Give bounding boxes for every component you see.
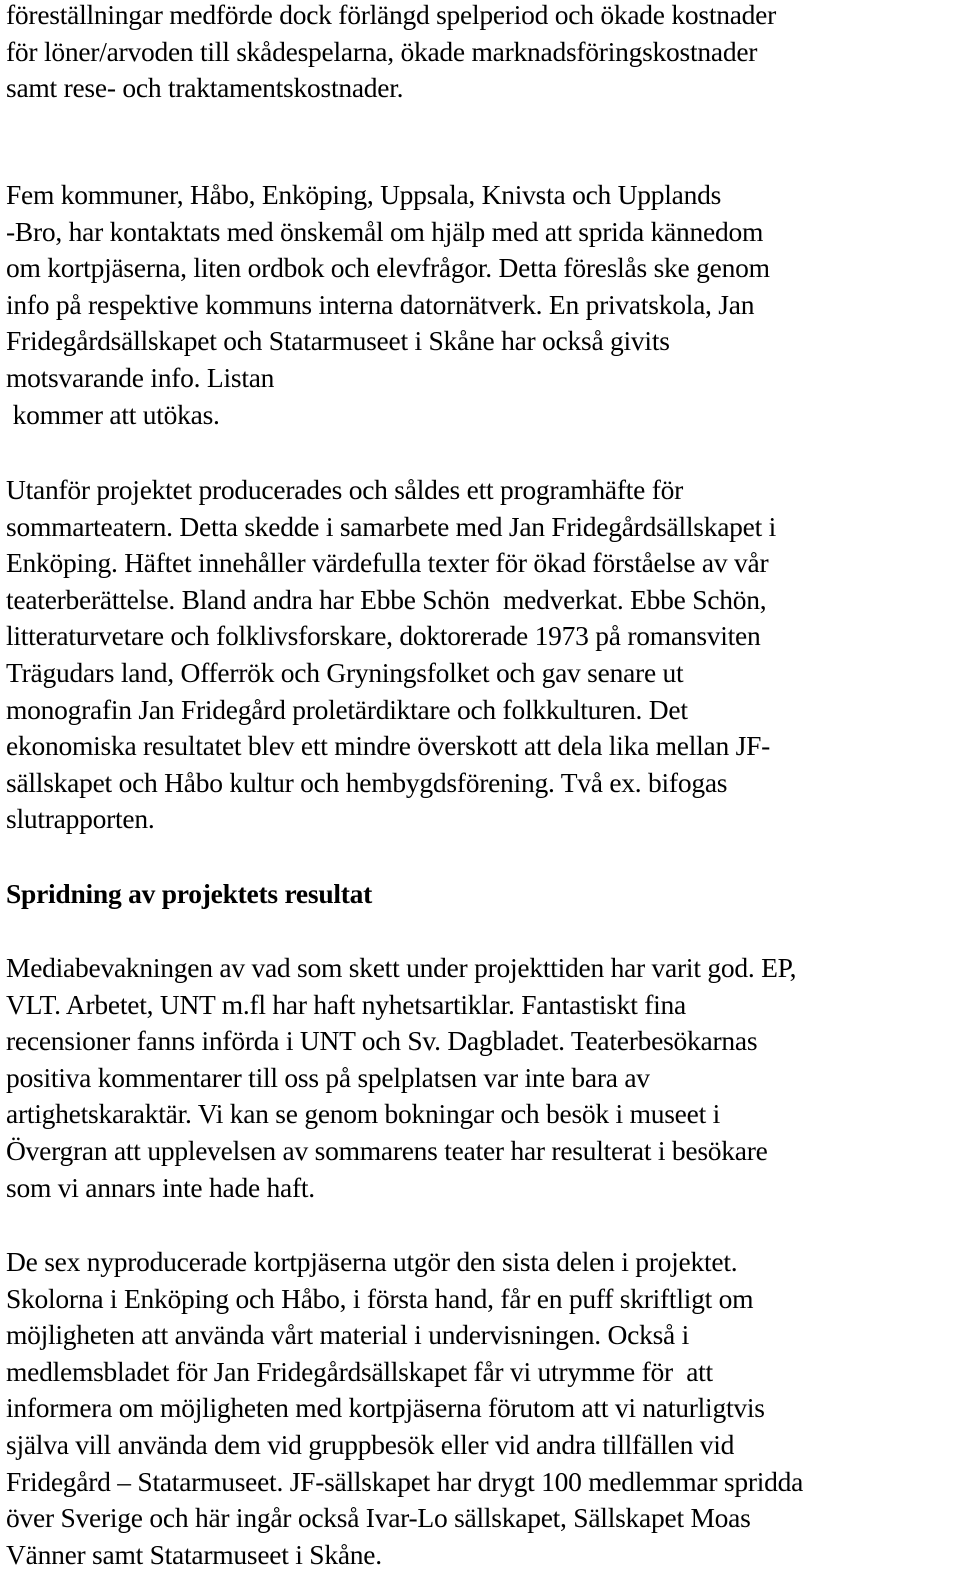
section-heading [6, 876, 956, 913]
text-line: artighetskaraktär. Vi kan se genom bokningar och besök i museet i [6, 1098, 720, 1130]
text-line: litteraturvetare och folklivsforskare, doktorerade 1973 på romansviten [6, 620, 761, 652]
text-line: Vänner samt Statarmuseet i Skåne. [6, 1538, 382, 1570]
text-line: Övergran att upplevelsen av sommarens teater har resulterat i besökare [6, 1134, 768, 1166]
text-line: sällskapet och Håbo kultur och hembygdsförening. Två ex. bifogas [6, 766, 728, 798]
text-line: medlemsbladet för Jan Fridegårdsällskapet får vi utrymme för att [6, 1355, 713, 1387]
paragraph-program-booklet [6, 472, 956, 838]
text-line: möjligheten att använda vårt material i undervisningen. Också i [6, 1319, 689, 1351]
text-line: om kortpjäserna, liten ordbok och elevfrågor. Detta föreslås ske genom [6, 252, 770, 284]
text-line: positiva kommentarer till oss på spelplatsen var inte bara av [6, 1061, 650, 1093]
text-line: VLT. Arbetet, UNT m.fl har haft nyhetsartiklar. Fantastiskt fina [6, 988, 687, 1020]
text-line: Mediabevakningen av vad som skett under projekttiden har varit god. EP, [6, 952, 797, 983]
text-line: kommer att utökas. [6, 398, 220, 430]
text-line: Enköping. Häftet innehåller värdefulla texter för ökad förståelse av vår [6, 547, 769, 579]
text-line: De sex nyproducerade kortpjäserna utgör den sista delen i projektet. [6, 1246, 738, 1277]
text-line: som vi annars inte hade haft. [6, 1171, 315, 1203]
text-line: slutrapporten. [6, 803, 155, 835]
text-line: teaterberättelse. Bland andra har Ebbe Schön medverkat. Ebbe Schön, [6, 583, 767, 615]
paragraph-media-coverage [6, 950, 956, 1206]
text-line: Skolorna i Enköping och Håbo, i första hand, får en puff skriftligt om [6, 1282, 754, 1314]
text-line: -Bro, har kontaktats med önskemål om hjälp med att sprida kännedom [6, 215, 764, 247]
paragraph-costs [6, 0, 956, 107]
text-line: info på respektive kommuns interna datornätverk. En privatskola, Jan [6, 288, 755, 320]
text-line: sommarteatern. Detta skedde i samarbete med Jan Fridegårdsällskapet i [6, 510, 777, 542]
text-line: Trägudars land, Offerrök och Gryningsfolket och gav senare ut [6, 656, 684, 688]
text-line: för löner/arvoden till skådespelarna, ökade marknadsföringskostnader [6, 35, 758, 67]
text-line: informera om möjligheten med kortpjäserna förutom att vi naturligtvis [6, 1392, 765, 1424]
text-line: själva vill använda dem vid gruppbesök eller vid andra tillfällen vid [6, 1428, 735, 1460]
text-line: Fridegård – Statarmuseet. JF-sällskapet har drygt 100 medlemmar spridda [6, 1465, 804, 1497]
text-line: föreställningar medförde dock förlängd spelperiod och ökade kostnader [6, 0, 777, 30]
text-line: recensioner fanns införda i UNT och Sv. Dagbladet. Teaterbesökarnas [6, 1025, 758, 1057]
text-line: Fem kommuner, Håbo, Enköping, Uppsala, Knivsta och Upplands [6, 179, 722, 210]
heading-text: Spridning av projektets resultat [6, 878, 373, 909]
text-line: motsvarande info. Listan [6, 361, 275, 393]
paragraph-short-plays [6, 1244, 956, 1573]
text-line: samt rese- och traktamentskostnader. [6, 72, 404, 104]
text-line: Fridegårdsällskapet och Statarmuseet i Skåne har också givits [6, 325, 670, 357]
paragraph-municipalities [6, 177, 956, 433]
text-line: Utanför projektet producerades och såldes ett programhäfte för [6, 474, 684, 505]
text-line: ekonomiska resultatet blev ett mindre överskott att dela lika mellan JF- [6, 730, 771, 762]
text-line: över Sverige och här ingår också Ivar-Lo sällskapet, Sällskapet Moas [6, 1502, 751, 1534]
text-line: monografin Jan Fridegård proletärdiktare och folkkulturen. Det [6, 693, 688, 725]
